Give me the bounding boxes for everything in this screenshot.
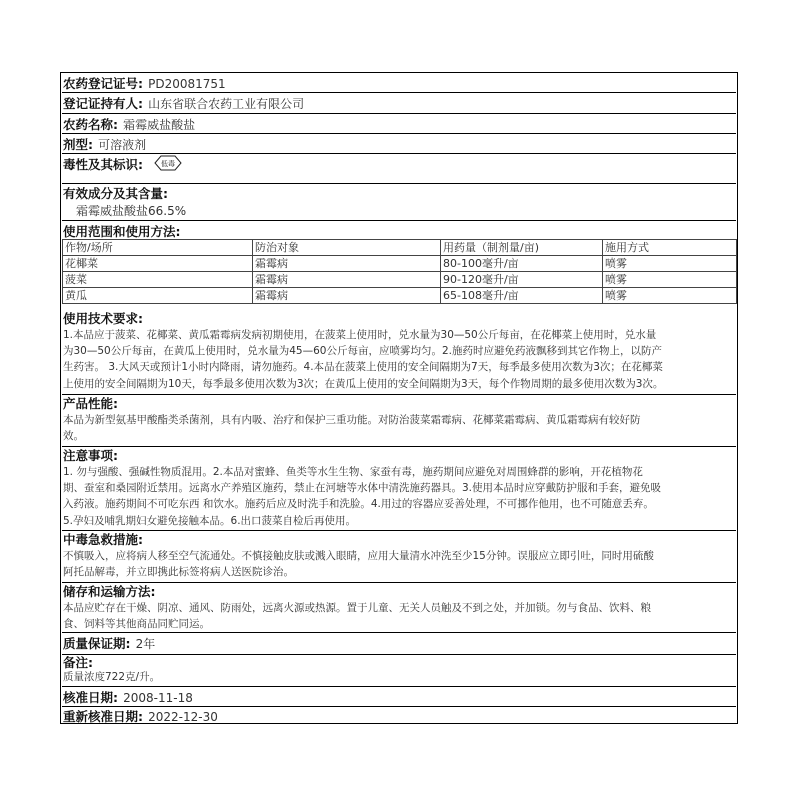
performance-row [62, 395, 736, 447]
cell-dosage: 65-108毫升/亩 [441, 288, 603, 304]
holder-label: 登记证持有人: [63, 96, 143, 111]
performance-text [63, 412, 736, 444]
shelf-life-label: 质量保证期: [63, 636, 131, 651]
text-line: 生药害。 3.大风天或预计1小时内降雨，请勿施药。4.本品在菠菜上使用的安全间隔期为7天，每季最多使用次数为3次；在花椰菜 [63, 361, 663, 374]
performance-label: 产品性能: [63, 396, 118, 411]
precautions-text [63, 464, 736, 529]
cell-target: 霜霉病 [253, 288, 441, 304]
formulation-row [62, 134, 736, 154]
storage-row [62, 583, 736, 633]
active-ingredient-label: 有效成分及其含量: [63, 186, 168, 201]
cell-crop: 菠菜 [63, 272, 253, 288]
cell-crop: 花椰菜 [63, 256, 253, 272]
table-row [63, 272, 737, 288]
first-aid-row [62, 531, 736, 583]
approval-date-value: 2008-11-18 [123, 691, 193, 705]
svg-text:低毒: 低毒 [161, 159, 176, 168]
text-line: 5.孕妇及哺乳期妇女避免接触本品。6.出口菠菜自检后再使用。 [63, 514, 357, 527]
table-row [63, 256, 737, 272]
header-crop: 作物/场所 [63, 240, 253, 256]
cell-dosage: 80-100毫升/亩 [441, 256, 603, 272]
first-aid-label: 中毒急救措施: [63, 532, 143, 547]
registration-value: PD20081751 [148, 77, 226, 91]
storage-text [63, 600, 736, 632]
cell-method: 喷雾 [603, 256, 737, 272]
low-toxicity-badge-icon [154, 155, 182, 171]
toxicity-row [62, 154, 736, 184]
technical-requirements-label: 使用技术要求: [63, 311, 143, 326]
usage-table [62, 239, 737, 304]
formulation-value: 可溶液剂 [98, 138, 147, 152]
text-line: 1.本品应于菠菜、花椰菜、黄瓜霜霉病发病初期使用，在菠菜上使用时，兑水量为30—50公斤每亩，在花椰菜上使用时，兑水量 [63, 329, 657, 341]
cell-crop: 黄瓜 [63, 288, 253, 304]
text-line: 食、饲料等其他商品同贮同运。 [63, 618, 210, 631]
pesticide-label-document [60, 72, 738, 724]
pesticide-name-value: 霜霉威盐酸盐 [123, 118, 196, 132]
text-line: 期、蚕室和桑园附近禁用。远离水产养殖区施药，禁止在河塘等水体中清洗施药器具。3.使用本品时应穿戴防护服和手套，避免吸 [63, 482, 662, 495]
cell-dosage: 90-120毫升/亩 [441, 272, 603, 288]
text-line: 入药液。施药期间不可吃东西 和饮水。施药后应及时洗手和洗脸。4.用过的容器应妥善处理，不可挪作他用，也不可随意丢弃。 [63, 498, 654, 511]
shelf-life-value: 2年 [135, 637, 156, 651]
header-dosage: 用药量（制剂量/亩) [441, 240, 603, 256]
pesticide-name-row [62, 114, 736, 134]
remarks-label: 备注: [63, 655, 93, 670]
reapproval-date-row [62, 707, 736, 724]
technical-requirements-row [62, 310, 736, 395]
usage-label: 使用范围和使用方法: [63, 224, 181, 239]
shelf-life-row [62, 633, 736, 655]
holder-row [62, 93, 736, 114]
holder-value: 山东省联合农药工业有限公司 [148, 97, 305, 111]
header-target: 防治对象 [253, 240, 441, 256]
text-line: 为30—50公斤每亩，在黄瓜上使用时，兑水量为45—60公斤每亩，应喷雾均匀。2.施药时应避免药液飘移到其它作物上，以防产 [63, 345, 662, 358]
approval-date-label: 核准日期: [63, 690, 118, 705]
active-ingredient-row [62, 184, 736, 221]
cell-method: 喷雾 [603, 288, 737, 304]
registration-label: 农药登记证号: [63, 76, 143, 91]
reapproval-date-label: 重新核准日期: [63, 709, 143, 724]
text-line: 阿托品解毒，并立即携此标签将病人送医院诊治。 [63, 566, 294, 579]
registration-row [62, 73, 736, 93]
pesticide-name-label: 农药名称: [63, 117, 118, 132]
remarks-value: 质量浓度722克/升。 [63, 671, 161, 683]
text-line: 1. 勿与强酸、强碱性物质混用。2.本品对蜜蜂、鱼类等水生生物、家蚕有毒，施药期间应避免对周围蜂群的影响，开花植物花 [63, 466, 643, 478]
precautions-row [62, 447, 736, 531]
storage-label: 储存和运输方法: [63, 584, 156, 599]
cell-target: 霜霉病 [253, 272, 441, 288]
usage-row [62, 221, 736, 239]
text-line: 不慎吸入，应将病人移至空气流通处。不慎接触皮肤或溅入眼睛，应用大量清水冲洗至少15分钟。误服应立即引吐，同时用硫酸 [63, 550, 654, 562]
formulation-label: 剂型: [63, 137, 93, 152]
text-line: 效。 [63, 430, 84, 443]
first-aid-text [63, 548, 736, 580]
technical-requirements-text [63, 327, 736, 392]
table-row [63, 288, 737, 304]
approval-date-row [62, 687, 736, 707]
usage-table-header [63, 240, 737, 256]
text-line: 本品应贮存在干燥、阴凉、通风、防雨处，远离火源或热源。置于儿童、无关人员触及不到之处，并加锁。勿与食品、饮料、粮 [63, 602, 651, 614]
text-line: 上使用的安全间隔期为10天，每季最多使用次数为3次；在黄瓜上使用的安全间隔期为3天，每个作物周期的最多使用次数为3次。 [63, 377, 664, 390]
remarks-row [62, 655, 736, 687]
active-ingredient-value: 霜霉威盐酸盐66.5% [76, 204, 187, 218]
precautions-label: 注意事项: [63, 448, 118, 463]
text-line: 本品为新型氨基甲酸酯类杀菌剂，具有内吸、治疗和保护三重功能。对防治菠菜霜霉病、花椰菜霜霉病、黄瓜霜霉病有较好防 [63, 414, 641, 426]
cell-method: 喷雾 [603, 272, 737, 288]
cell-target: 霜霉病 [253, 256, 441, 272]
toxicity-label: 毒性及其标识: [63, 157, 143, 172]
header-method: 施用方式 [603, 240, 737, 256]
reapproval-date-value: 2022-12-30 [148, 710, 218, 724]
